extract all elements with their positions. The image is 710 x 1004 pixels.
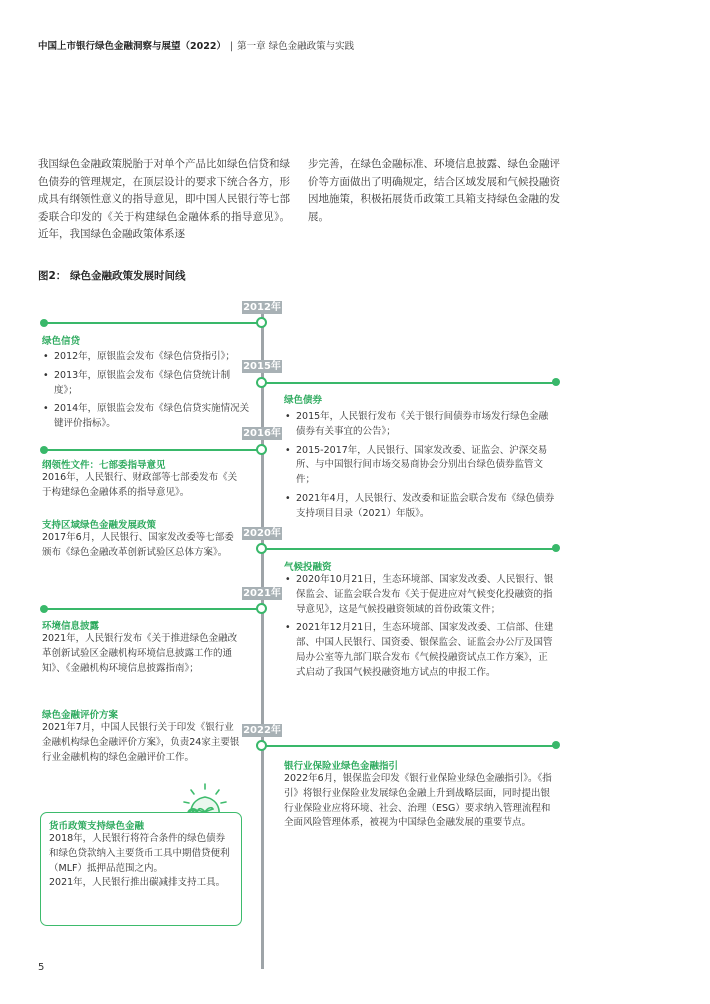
running-header: [38, 38, 354, 52]
section-text: 2022年6月，银保监会印发《银行业保险业绿色金融指引》。《指引》将银行业保险业发展绿色金融上升到战略层面，同时提出银行业保险业应将环境、社会、治理（ESG）要求纳入管理流程和全面风险管理体系，被视为中国绿色金融发展的重要节点。: [284, 773, 552, 829]
section-green-bonds: [284, 392, 556, 526]
section-title: 绿色信贷: [42, 336, 81, 347]
section-bank-insurance-guideline: [284, 758, 558, 831]
section-monetary-policy: [40, 812, 242, 926]
connector-line: [44, 449, 260, 451]
section-title: 绿色金融评价方案: [42, 710, 119, 721]
section-title: 环境信息披露: [42, 621, 100, 632]
page-number: 5: [38, 962, 45, 973]
figure-title: 图2： 绿色金融政策发展时间线: [38, 270, 186, 282]
connector-dot: [552, 741, 560, 749]
section-guideline: [42, 457, 242, 501]
year-2012: 2012年: [243, 302, 281, 313]
year-2021: 2021年: [243, 588, 281, 599]
section-evaluation: [42, 707, 240, 765]
year-2016: 2016年: [243, 428, 281, 439]
list-item: • 2013年，原银监会发布《绿色信贷统计制度》；: [54, 369, 252, 399]
list-item: • 2021年12月21日，生态环境部、国家发改委、工信部、住建部、中国人民银行、国资委、银保监会、证监会办公厅及国管局办公室等九部门联合发布《气候投融资试点工作方案》，正式启动了我国气候投融资地方试点的申报工作。: [296, 621, 556, 680]
connector-line: [44, 322, 260, 324]
report-title: 中国上市银行绿色金融洞察与展望（2022）: [38, 41, 226, 52]
section-regional-policy: [42, 517, 238, 561]
header-separator: |: [229, 41, 234, 52]
connector-dot: [552, 544, 560, 552]
section-title: 货币政策支持绿色金融: [49, 821, 145, 832]
section-text: 2018年，人民银行将符合条件的绿色债券和绿色贷款纳入主要货币工具中期借贷便利（MLF）抵押品范围之内。: [49, 833, 230, 874]
list-item: • 2020年10月21日，生态环境部、国家发改委、人民银行、银保监会、证监会联合发布《关于促进应对气候变化投融资的指导意见》，这是气候投融资领域的首份政策文件；: [296, 573, 556, 617]
section-green-credit: [42, 333, 252, 436]
section-text: 2021年，人民银行发布《关于推进绿色金融改革创新试验区金融机构环境信息披露工作的通知》、《金融机构环境信息披露指南》；: [42, 633, 238, 674]
year-2015: 2015年: [243, 361, 281, 372]
connector-line: [266, 382, 554, 384]
list-item: • 2014年，原银监会发布《绿色信贷实施情况关键评价指标》。: [54, 402, 252, 432]
section-title: 支持区域绿色金融发展政策: [42, 520, 157, 531]
list-item: • 2015-2017年，人民银行、国家发改委、证监会、沪深交易所、与中国银行间市场交易商协会分别出台绿色债券监管文件；: [296, 444, 556, 488]
connector-line: [44, 608, 260, 610]
bullet-list: [284, 410, 556, 522]
timeline-node: [256, 317, 267, 328]
timeline-axis: [261, 313, 264, 969]
list-item: • 2012年，原银监会发布《绿色信贷指引》；: [54, 350, 252, 365]
section-text: 2017年6月，人民银行、国家发改委等七部委颁布《绿色金融改革创新试验区总体方案》。: [42, 532, 234, 558]
connector-dot: [552, 378, 560, 386]
timeline-node: [256, 603, 267, 614]
intro-right-column: 步完善，在绿色金融标准、环境信息披露、绿色金融评价等方面做出了明确规定，结合区域发展和气候投融资因地施策，积极拓展货币政策工具箱支持绿色金融的发展。: [308, 158, 560, 223]
section-text: 2021年，人民银行推出碳减排支持工具。: [49, 877, 226, 889]
connector-line: [266, 548, 554, 550]
section-title: 银行业保险业绿色金融指引: [284, 761, 399, 772]
bullet-list: [284, 573, 556, 681]
section-disclosure: [42, 618, 240, 676]
section-title: 绿色债券: [284, 395, 323, 406]
section-text: 2021年7月，中国人民银行关于印发《银行业金融机构绿色金融评价方案》，负责24家主要银行业金融机构的绿色金融评价工作。: [42, 722, 240, 763]
timeline-node: [256, 444, 267, 455]
year-2022: 2022年: [243, 725, 281, 736]
section-title: 气候投融资: [284, 562, 332, 573]
section-climate-finance: [284, 559, 556, 685]
connector-line: [266, 745, 554, 747]
year-2020: 2020年: [243, 528, 281, 539]
section-text: 2016年，人民银行、财政部等七部委发布《关于构建绿色金融体系的指导意见》。: [42, 472, 238, 498]
list-item: • 2021年4月，人民银行、发改委和证监会联合发布《绿色债券支持项目目录（2021）年版》。: [296, 492, 556, 522]
intro-left-column: 我国绿色金融政策脱胎于对单个产品比如绿色信贷和绿色债券的管理规定，在顶层设计的要求下统合各方，形成具有纲领性意义的指导意见，即中国人民银行等七部委联合印发的《关于构建绿色金融体系的指导意见》。近年，我国绿色金融政策体系逐: [38, 158, 290, 241]
list-item: • 2015年，人民银行发布《关于银行间债券市场发行绿色金融债券有关事宜的公告》；: [296, 410, 556, 440]
bullet-list: [42, 350, 252, 432]
chapter-title: 第一章 绿色金融政策与实践: [237, 41, 355, 52]
section-title: 纲领性文件：七部委指导意见: [42, 460, 166, 471]
